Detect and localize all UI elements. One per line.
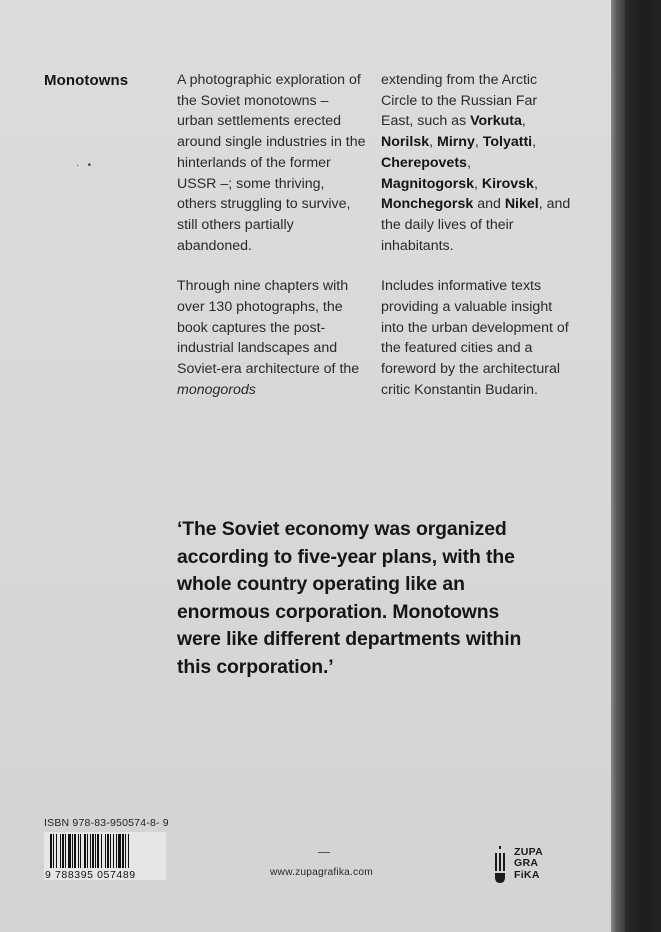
logo-line-2: GRA xyxy=(514,857,539,870)
city-name: Magnitogorsk xyxy=(381,175,475,192)
blurb-paragraph-2-text: Through nine chapters with over 130 photographs, the book captures the post-industrial landscapes and Soviet-era architecture of the xyxy=(177,278,360,378)
blurb-paragraph-1: A photographic exploration of the Soviet monotowns – urban settlements erected around single industries in the hinterlands of the former USSR –; some thriving, others struggling to survive, still others partially abandoned. xyxy=(177,72,366,254)
publisher-url: www.zupagrafika.com xyxy=(270,867,373,878)
pull-quote: ‘The Soviet economy was organized according to five-year plans, with the whole country operating like an enormous corporation. Monotowns were like different departments within this corporation.’ xyxy=(177,518,522,678)
blurb-paragraph-4: Includes informative texts providing a valuable insight into the urban development of the featured cities and a foreword by the architectural critic Konstantin Budarin. xyxy=(381,278,569,398)
city-name: Cherepovets xyxy=(381,154,467,171)
city-name: Vorkuta xyxy=(470,113,522,130)
book-spine xyxy=(625,0,661,932)
blurb-paragraph-3: extending from the Arctic Circle to the Russian Far East, such as Vorkuta, Norilsk, Mirny, Tolyatti, Cherepovets, Magnitogorsk, Kirovsk, Monchegorsk and Nikel, and the daily lives of their inhabitants. xyxy=(381,72,571,254)
logo-line-1: ZUPA xyxy=(514,846,544,858)
city-name: Nikel xyxy=(504,196,539,213)
blurb-column-left xyxy=(177,70,367,401)
barcode-digits: 9 788395 057489 xyxy=(45,869,136,880)
and-word: and xyxy=(477,196,501,213)
blurb-paragraph-3-lead: extending from the Arctic Circle to the Russian Far East, such as xyxy=(381,72,538,130)
city-name: Mirny xyxy=(437,134,475,151)
blurb-paragraph-2 xyxy=(177,276,367,400)
zupagrafika-mark-icon xyxy=(494,846,506,884)
blurb-column-right xyxy=(381,70,571,401)
logo-line-3: FiKA xyxy=(514,868,540,881)
blurb-paragraph-3-tail: , and the daily lives of their inhabitants. xyxy=(381,196,571,254)
url-divider xyxy=(318,852,330,853)
publisher-logo-text xyxy=(514,847,543,881)
spine-edge xyxy=(611,0,625,932)
monogorods-italic: monogorods xyxy=(177,381,256,398)
book-title: Monotowns xyxy=(44,72,129,89)
publisher-logo xyxy=(494,846,554,884)
city-name: Tolyatti xyxy=(482,134,533,151)
city-name: Kirovsk xyxy=(481,175,534,192)
city-name: Monchegorsk xyxy=(381,196,474,213)
barcode-graphic xyxy=(44,832,166,880)
city-name: Norilsk xyxy=(381,134,430,151)
isbn-label: ISBN 978-83-950574-8- 9 xyxy=(44,817,169,829)
decorative-dots: · • xyxy=(76,160,92,171)
isbn-barcode xyxy=(44,832,166,880)
